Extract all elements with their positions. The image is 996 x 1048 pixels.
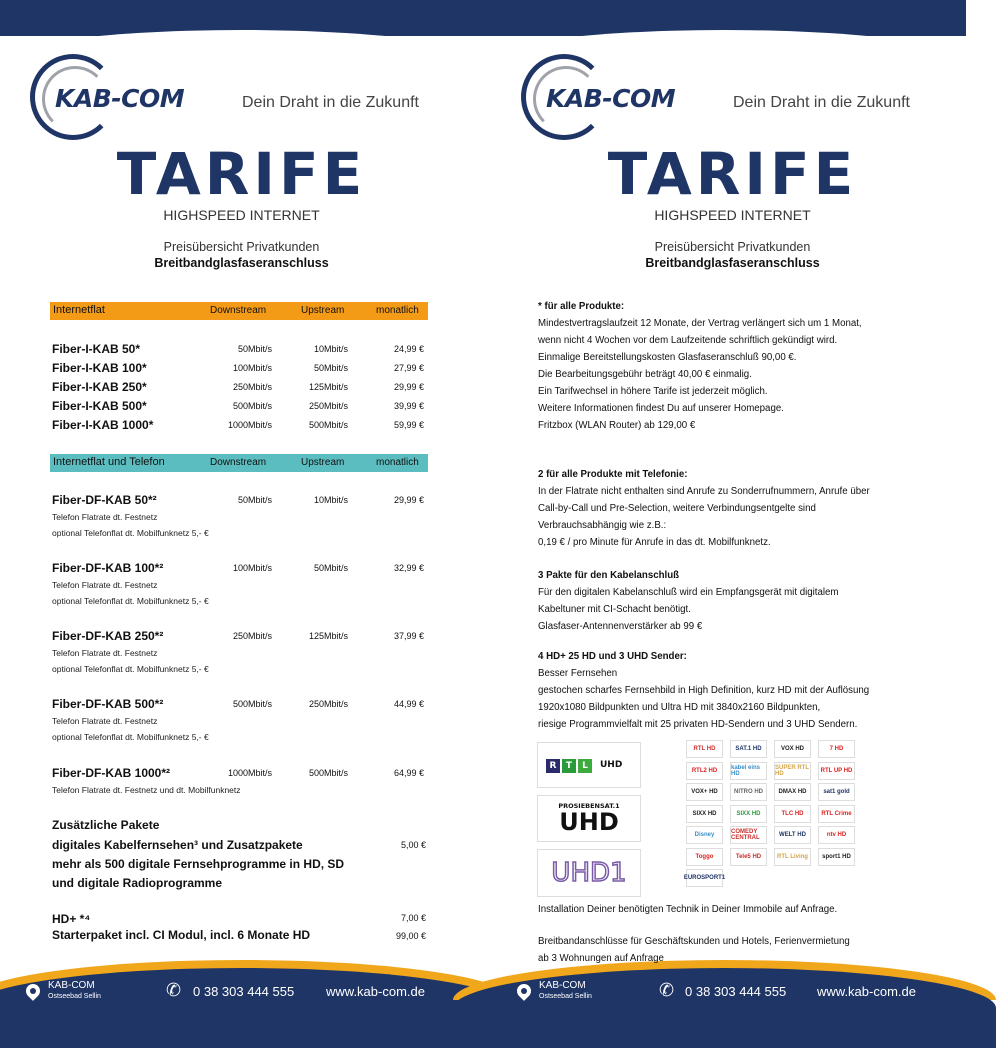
tariff-down: 1000Mbit/s (227, 420, 272, 430)
tariff-note: Telefon Flatrate dt. Festnetz (52, 716, 158, 726)
phone-icon: ✆ (659, 980, 675, 1001)
phone-icon: ✆ (166, 980, 182, 1001)
tariff-down: 250Mbit/s (232, 382, 272, 392)
tariff-name: Fiber-DF-KAB 50*² (52, 493, 157, 507)
tariff-name: Fiber-DF-KAB 1000*² (52, 766, 171, 780)
section-label: Internetflat (53, 304, 105, 316)
note-line: Glasfaser-Antennenverstärker ab 99 € (538, 621, 703, 632)
tariff-note: optional Telefonflat dt. Mobilfunknetz 5,- € (52, 528, 209, 538)
footer-location: Ostseebad Sellin (48, 993, 101, 1000)
note-line: Die Bearbeitungsgebühr beträgt 40,00 € einmalig. (538, 369, 752, 380)
note-line: riesige Programmvielfalt mit 25 privaten HD-Sendern und 3 UHD Sendern. (538, 719, 858, 730)
channel-logo: WELT HD (774, 826, 811, 844)
logo-text: KAB-COM (52, 84, 187, 113)
channel-logo: COMEDY CENTRAL (730, 826, 767, 844)
hd-label: HD+ *⁴ (52, 912, 91, 926)
tariff-up: 125Mbit/s (308, 382, 348, 392)
tariff-price: 32,99 € (393, 563, 424, 573)
page-title: TARIFE (607, 140, 858, 208)
tariff-up: 250Mbit/s (308, 401, 348, 411)
starter-price: 99,00 € (395, 931, 426, 941)
install-note: Installation Deiner benötigten Technik in Deiner Immobile auf Anfrage. (538, 904, 838, 915)
price-overview: Preisübersicht Privatkunden (654, 240, 811, 254)
note-line: Mindestvertragslaufzeit 12 Monate, der Vertrag verlängert sich um 1 Monat, (538, 318, 862, 329)
channel-logo: 7 HD (818, 740, 855, 758)
note-line: Weitere Informationen findest Du auf unserer Homepage. (538, 403, 784, 414)
footer-phone[interactable]: 0 38 303 444 555 (685, 984, 787, 999)
channel-logo: RTL UP HD (818, 762, 855, 780)
tariff-note: Telefon Flatrate dt. Festnetz (52, 512, 158, 522)
notes-block-4 (538, 648, 869, 733)
col-upstream: Upstream (301, 305, 345, 316)
tariff-price: 59,99 € (393, 420, 424, 430)
uhd1-logo (537, 849, 641, 897)
page-subtitle: HIGHSPEED INTERNET (163, 207, 320, 223)
channel-logo: Toggo (686, 848, 723, 866)
rtl-uhd-text: UHD (600, 760, 623, 770)
note-line: In der Flatrate nicht enthalten sind Anrufe zu Sonderrufnummern, Anrufe über (538, 486, 870, 497)
tariff-note: optional Telefonflat dt. Mobilfunknetz 5,- € (52, 732, 209, 742)
channel-logo: Tele5 HD (730, 848, 767, 866)
extras-line: digitales Kabelfernsehen³ und Zusatzpakete (52, 838, 303, 852)
channel-logo: kabel eins HD (730, 762, 767, 780)
rtl-uhd-logo: R T L UHD (537, 742, 641, 788)
tariff-note: optional Telefonflat dt. Mobilfunknetz 5,- € (52, 596, 209, 606)
note-line: 1920x1080 Bildpunkten und Ultra HD mit 3840x2160 Bildpunkten, (538, 702, 821, 713)
tariff-name: Fiber-I-KAB 50* (52, 342, 141, 356)
channel-logo: VOX+ HD (686, 783, 723, 801)
note-line: 0,19 € / pro Minute für Anrufe in das dt. Mobilfunknetz. (538, 537, 771, 548)
note-line: Kabeltuner mit CI-Schacht benötigt. (538, 604, 691, 615)
note-line: Call-by-Call und Pre-Selection, weitere Verbindungsentgelte sind (538, 503, 816, 514)
footer-location: Ostseebad Sellin (539, 993, 592, 1000)
tariff-name: Fiber-I-KAB 250* (52, 380, 147, 394)
channel-logo: RTL2 HD (686, 762, 723, 780)
channel-logo: sat1 gold (818, 783, 855, 801)
note-line: Besser Fernsehen (538, 668, 618, 679)
footer-website-link[interactable]: www.kab-com.de (817, 984, 916, 999)
left-page (0, 0, 483, 1024)
extras-heading: Zusätzliche Pakete (52, 818, 160, 832)
notes-block-2 (538, 466, 870, 551)
channel-logo: TLC HD (774, 805, 811, 823)
channel-logo: SIXX HD (686, 805, 723, 823)
extras-line: mehr als 500 digitale Fernsehprogramme in HD, SD (52, 857, 345, 871)
tariff-price: 39,99 € (393, 401, 424, 411)
tariff-note: Telefon Flatrate dt. Festnetz (52, 580, 158, 590)
tariff-up: 250Mbit/s (308, 699, 348, 709)
connection-type: Breitbandglasfaseranschluss (645, 256, 820, 270)
channel-logo: RTL Crime (818, 805, 855, 823)
note-line: gestochen scharfes Fernsehbild in High Definition, kurz HD mit der Auflösung (538, 685, 870, 696)
notes-block-3 (538, 567, 838, 635)
telefon-header (50, 454, 428, 472)
tariff-up: 10Mbit/s (313, 344, 348, 354)
page-subtitle: HIGHSPEED INTERNET (654, 207, 811, 223)
tariff-up: 50Mbit/s (313, 563, 348, 573)
tariff-down: 100Mbit/s (232, 363, 272, 373)
prosieben-uhd-text: UHD (559, 808, 619, 836)
channel-logo: SAT.1 HD (730, 740, 767, 758)
note-heading: 4 HD+ 25 HD und 3 UHD Sender: (538, 651, 687, 662)
business-note-2: ab 3 Wohnungen auf Anfrage (538, 953, 664, 964)
col-downstream: Downstream (210, 305, 267, 316)
tariff-down: 50Mbit/s (237, 495, 272, 505)
kab-com-logo (513, 52, 693, 144)
tariff-price: 37,99 € (393, 631, 424, 641)
note-line: Verbrauchsabhängig wie z.B.: (538, 520, 667, 531)
channel-logo: sport1 HD (818, 848, 855, 866)
logo-text: KAB-COM (543, 84, 678, 113)
tariff-down: 1000Mbit/s (227, 768, 272, 778)
note-line: wenn nicht 4 Wochen vor dem Laufzeitende schriftlich gekündigt wird. (538, 335, 838, 346)
tariff-down: 500Mbit/s (232, 401, 272, 411)
tariff-down: 500Mbit/s (232, 699, 272, 709)
business-note-1: Breitbandanschlüsse für Geschäftskunden und Hotels, Ferienvermietung (538, 936, 850, 947)
channel-logo: SUPER RTL HD (774, 762, 811, 780)
slogan: Dein Draht in die Zukunft (242, 94, 419, 111)
connection-type: Breitbandglasfaseranschluss (154, 256, 329, 270)
channel-logo: SIXX HD (730, 805, 767, 823)
prosieben-top-text: PROSIEBENSAT.1 (558, 802, 620, 810)
note-line: Einmalige Bereitstellungskosten Glasfaseranschluß 90,00 €. (538, 352, 797, 363)
footer-website-link[interactable]: www.kab-com.de (326, 984, 425, 999)
internetflat-header (50, 302, 428, 320)
note-heading: 2 für alle Produkte mit Telefonie: (538, 469, 688, 480)
channel-logo: VOX HD (774, 740, 811, 758)
uhd1-text: UHD1 (551, 858, 627, 888)
hd-price: 7,00 € (400, 913, 426, 923)
tariff-up: 50Mbit/s (313, 363, 348, 373)
footer-phone[interactable]: 0 38 303 444 555 (193, 984, 295, 999)
channel-logo: RTL HD (686, 740, 723, 758)
tariff-up: 500Mbit/s (308, 420, 348, 430)
tariff-down: 100Mbit/s (232, 563, 272, 573)
tariff-name: Fiber-I-KAB 1000* (52, 418, 154, 432)
tariff-note: optional Telefonflat dt. Mobilfunknetz 5,- € (52, 664, 209, 674)
col-monthly: monatlich (376, 305, 419, 316)
channel-logo: Disney (686, 826, 723, 844)
prosieben-uhd-logo (537, 795, 641, 842)
col-downstream: Downstream (210, 457, 267, 468)
tariff-note: Telefon Flatrate dt. Festnetz und dt. Mobilfunknetz (52, 785, 241, 795)
channel-logo: ntv HD (818, 826, 855, 844)
tariff-price: 64,99 € (393, 768, 424, 778)
tariff-price: 29,99 € (393, 382, 424, 392)
tariff-price: 29,99 € (393, 495, 424, 505)
tariff-name: Fiber-I-KAB 500* (52, 399, 147, 413)
col-upstream: Upstream (301, 457, 345, 468)
tariff-price: 24,99 € (393, 344, 424, 354)
tariff-price: 44,99 € (393, 699, 424, 709)
notes-block-1 (538, 298, 862, 434)
tariff-name: Fiber-I-KAB 100* (52, 361, 147, 375)
starter-package: Starterpaket incl. CI Modul, incl. 6 Monate HD (52, 928, 311, 942)
note-heading: * für alle Produkte: (538, 301, 625, 312)
price-overview: Preisübersicht Privatkunden (163, 240, 320, 254)
col-monthly: monatlich (376, 457, 419, 468)
page-title: TARIFE (116, 140, 367, 208)
note-line: Ein Tarifwechsel in höhere Tarife ist jederzeit möglich. (538, 386, 768, 397)
tariff-name: Fiber-DF-KAB 500*² (52, 697, 164, 711)
note-line: Für den digitalen Kabelanschluß wird ein Empfangsgerät mit digitalem (538, 587, 839, 598)
kab-com-logo (22, 52, 202, 144)
tariff-up: 125Mbit/s (308, 631, 348, 641)
tariff-name: Fiber-DF-KAB 250*² (52, 629, 164, 643)
tariff-down: 50Mbit/s (237, 344, 272, 354)
channel-logo: DMAX HD (774, 783, 811, 801)
slogan: Dein Draht in die Zukunft (733, 94, 910, 111)
channel-logo: NITRO HD (730, 783, 767, 801)
footer (0, 960, 483, 1024)
footer-company: KAB-COM (539, 980, 586, 991)
tariff-up: 10Mbit/s (313, 495, 348, 505)
note-heading: 3 Pakte für den Kabelanschluß (538, 570, 680, 581)
tariff-price: 27,99 € (393, 363, 424, 373)
channel-logo: RTL Living (774, 848, 811, 866)
extras-price: 5,00 € (400, 840, 426, 850)
extras-line: und digitale Radioprogramme (52, 876, 223, 890)
tariff-note: Telefon Flatrate dt. Festnetz (52, 648, 158, 658)
channel-logo: EUROSPORT1 (686, 869, 723, 887)
note-line: Fritzbox (WLAN Router) ab 129,00 € (538, 420, 696, 431)
tariff-name: Fiber-DF-KAB 100*² (52, 561, 164, 575)
footer-company: KAB-COM (48, 980, 95, 991)
footer (483, 960, 966, 1024)
tariff-up: 500Mbit/s (308, 768, 348, 778)
tariff-down: 250Mbit/s (232, 631, 272, 641)
section-label: Internetflat und Telefon (53, 456, 165, 468)
